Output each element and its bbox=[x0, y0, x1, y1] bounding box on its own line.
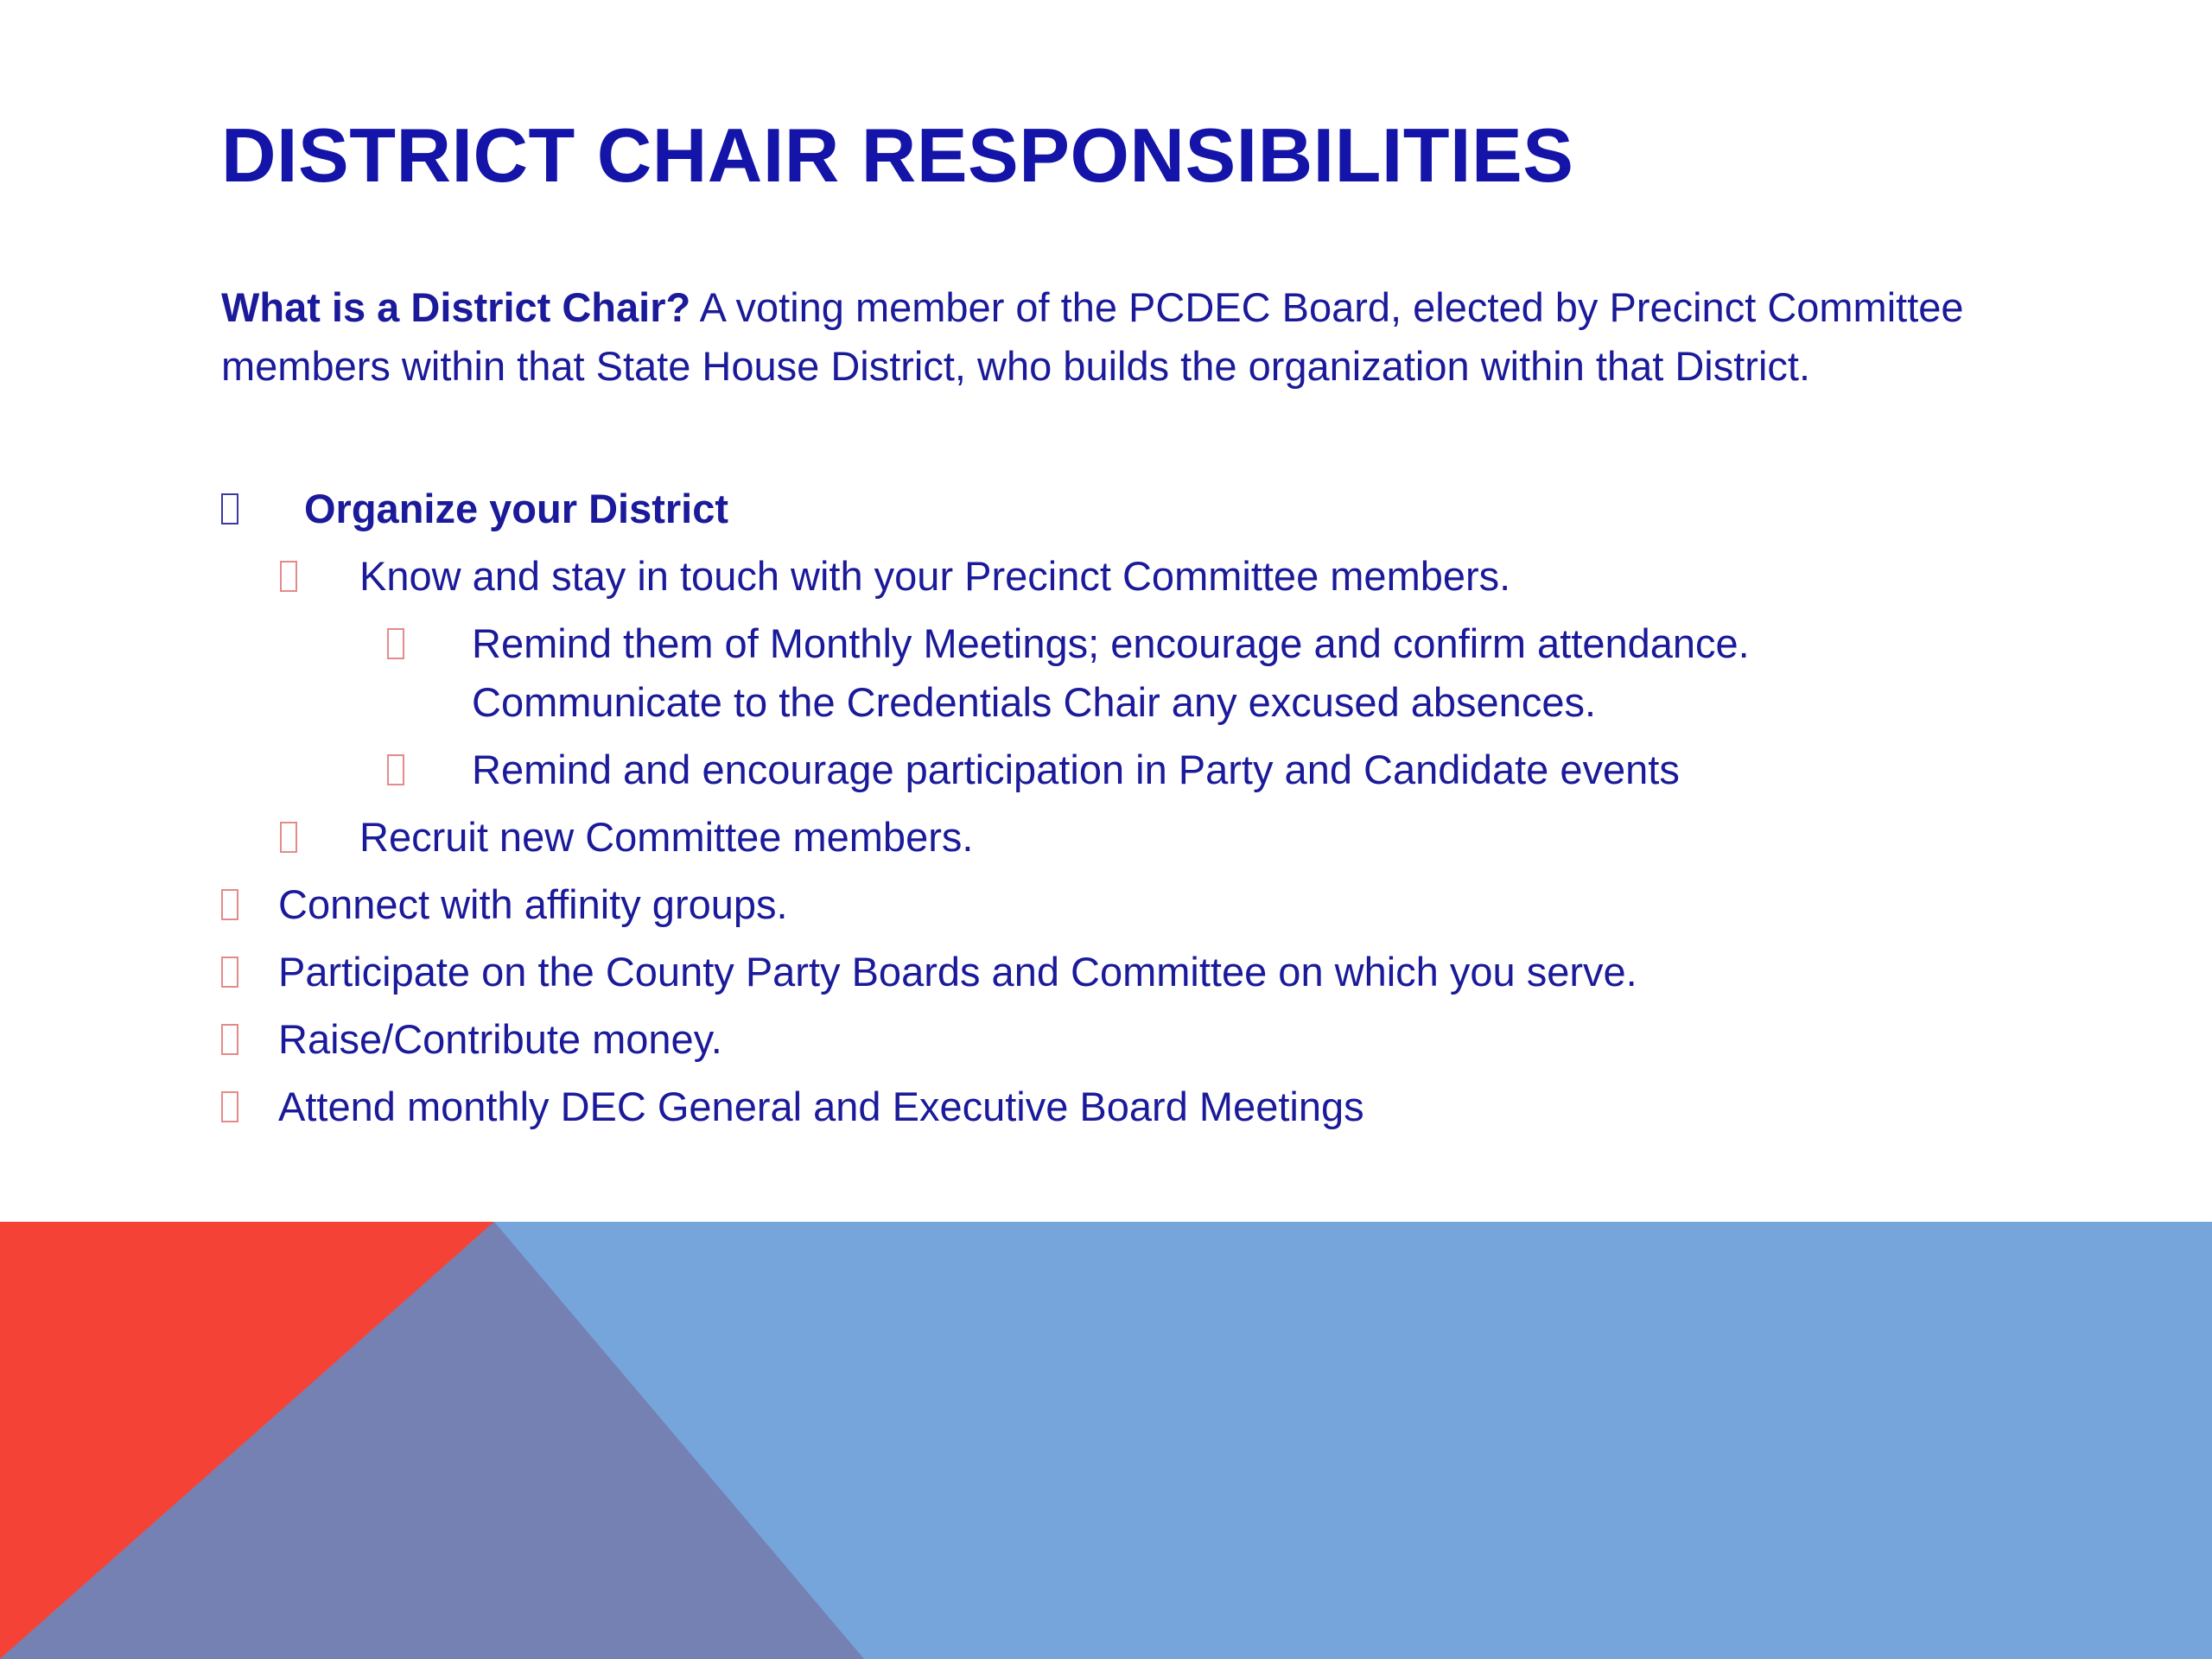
bullet-text: Remind them of Monthly Meetings; encourage and confirm attendance. bbox=[472, 620, 1750, 666]
bullet-square-icon bbox=[221, 493, 238, 524]
bullet-text: Attend monthly DEC General and Executive Board Meetings bbox=[278, 1084, 1364, 1129]
bullet-square-icon bbox=[387, 628, 404, 659]
slide-title: DISTRICT CHAIR RESPONSIBILITIES bbox=[221, 112, 1574, 198]
bullet-text: Communicate to the Credentials Chair any excused absences. bbox=[472, 679, 1597, 725]
bullet-square-icon bbox=[221, 957, 238, 988]
bullet-text: Participate on the County Party Boards and Committee on which you serve. bbox=[278, 949, 1637, 995]
intro-paragraph bbox=[221, 278, 1993, 396]
bullet-square-icon bbox=[221, 1091, 238, 1122]
decorative-footer-band bbox=[0, 1222, 2212, 1659]
bullet-square-icon bbox=[221, 1024, 238, 1055]
bullet-square-icon bbox=[280, 561, 297, 592]
bullet-text: Recruit new Committee members. bbox=[359, 814, 974, 860]
bullet-text: Connect with affinity groups. bbox=[278, 881, 788, 927]
bullet-text: Know and stay in touch with your Precinct Committee members. bbox=[359, 553, 1511, 599]
bullet-square-icon bbox=[387, 754, 404, 785]
bullet-text: Organize your District bbox=[304, 486, 728, 531]
bullet-square-icon bbox=[221, 889, 238, 920]
bullet-square-icon bbox=[280, 822, 297, 853]
bullet-text: Raise/Contribute money. bbox=[278, 1016, 722, 1062]
intro-text: A voting member of the PCDEC Board, elected by Precinct Committee members within that State House District, who builds the organization within that District. bbox=[221, 284, 1964, 389]
bullet-text: Remind and encourage participation in Party and Candidate events bbox=[472, 747, 1680, 792]
intro-lead: What is a District Chair? bbox=[221, 284, 691, 330]
